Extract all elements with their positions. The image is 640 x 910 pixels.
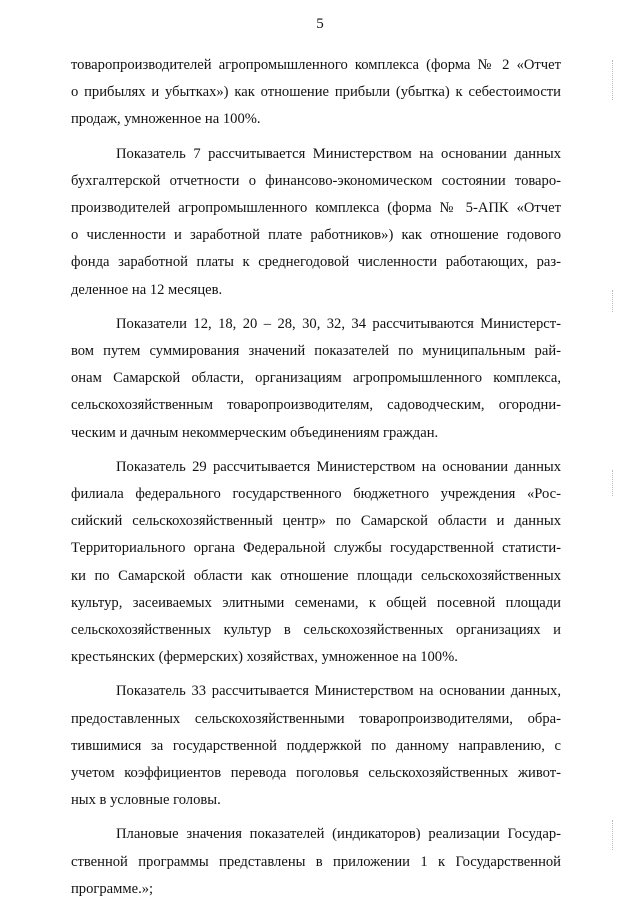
text-line: товаропроизводителей агропромышленного комплекса (форма № 2 «Отчет [71, 57, 561, 73]
text-line: Плановые значения показателей (индикаторов) реализации Государ- [116, 826, 561, 843]
text-line: бухгалтерской отчетности о финансово-экономическом состоянии товаро- [71, 172, 561, 189]
text-line: Показатели 12, 18, 20 – 28, 30, 32, 34 рассчитываются Министерст- [116, 315, 561, 332]
text-line: продаж, умноженное на 100%. [71, 111, 261, 128]
page-number: 5 [316, 16, 324, 32]
paragraph [71, 678, 561, 814]
text-line: о численности и заработной плате работников») как отношение годового [71, 227, 561, 244]
text-line: сельскохозяйственным товаропроизводителям, садоводческим, огородни- [71, 397, 561, 414]
scan-edge-mark [612, 60, 614, 100]
text-line: онам Самарской области, организациям агропромышленного комплекса, [71, 370, 561, 387]
text-line: крестьянских (фермерских) хозяйствах, умноженное на 100%. [71, 649, 458, 666]
text-line: о прибылях и убытках») как отношение прибыли (убытка) к себестоимости [71, 84, 561, 101]
text-line: ки по Самарской области как отношение площади сельскохозяйственных [71, 567, 561, 584]
text-line: фонда заработной платы к среднегодовой численности работающих, раз- [71, 254, 561, 271]
text-line: предоставленных сельскохозяйственными товаропроизводителями, обра- [71, 710, 561, 727]
text-line: сельскохозяйственных культур в сельскохозяйственных организациях и [71, 622, 561, 639]
text-line: Показатель 29 рассчитывается Министерством на основании данных [116, 458, 561, 475]
text-line: деленное на 12 месяцев. [71, 281, 223, 298]
text-line: Показатель 33 рассчитывается Министерством на основании данных, [116, 683, 561, 700]
paragraph [71, 821, 561, 903]
text-line: вом путем суммирования значений показателей по муниципальным рай- [71, 343, 561, 360]
paragraph [71, 52, 561, 134]
paragraph [71, 454, 561, 672]
text-line: филиала федерального государственного бюджетного учреждения «Рос- [71, 486, 561, 503]
paragraph [71, 141, 561, 304]
text-line: программе.»; [71, 880, 154, 897]
document-body [71, 52, 561, 910]
text-line: сийский сельскохозяйственный центр» по Самарской области и данных [71, 513, 561, 530]
text-line: тившимися за государственной поддержкой по данному направлению, с [71, 737, 561, 754]
paragraph [71, 311, 561, 447]
text-line: Показатель 7 рассчитывается Министерством на основании данных [116, 145, 561, 162]
text-line: культур, засеиваемых элитными семенами, к общей посевной площади [71, 594, 561, 611]
text-line: ческим и дачным некоммерческим объединениям граждан. [71, 424, 439, 441]
text-line: ственной программы представлены в приложении 1 к Государственной [71, 853, 561, 870]
scan-edge-mark [612, 470, 614, 496]
text-line: ных в условные головы. [71, 792, 221, 809]
text-line: учетом коэффициентов перевода поголовья сельскохозяйственных живот- [71, 765, 561, 782]
scan-edge-mark [612, 290, 614, 312]
text-line: производителей агропромышленного комплекса (форма № 5-АПК «Отчет [71, 200, 561, 217]
scan-edge-mark [612, 820, 614, 850]
text-line: Территориального органа Федеральной службы государственной статисти- [71, 540, 561, 557]
